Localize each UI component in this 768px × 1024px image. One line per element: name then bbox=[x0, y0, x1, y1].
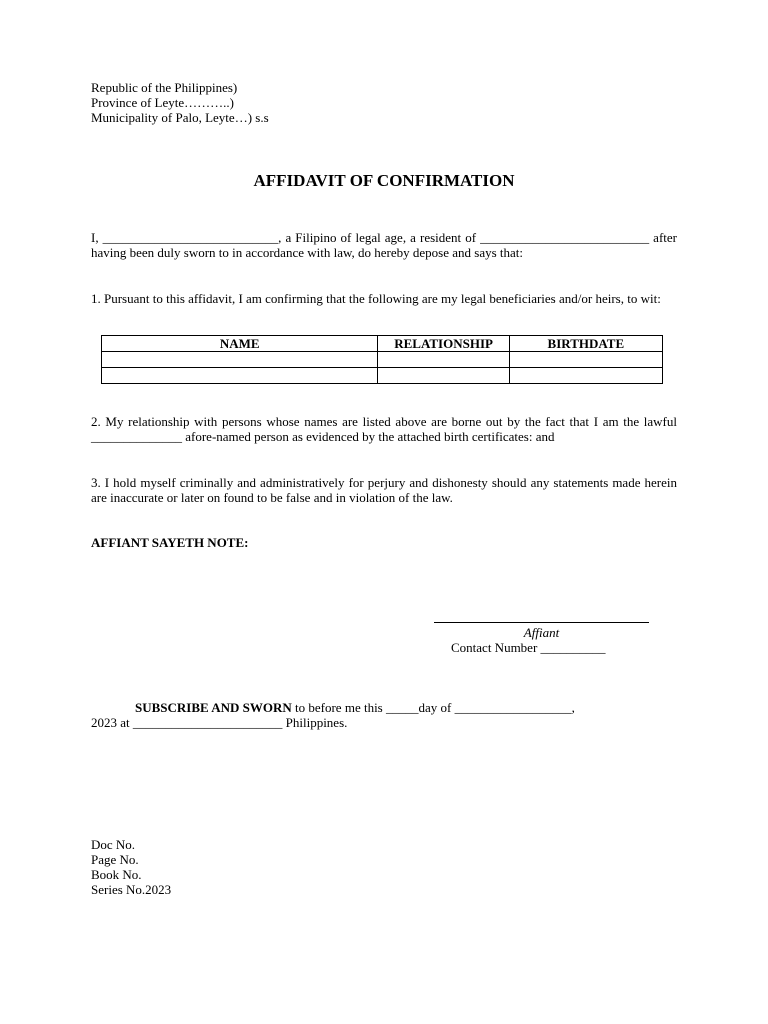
jurat-line-1 bbox=[91, 700, 681, 715]
affiant-sayeth-heading: AFFIANT SAYETH NOTE: bbox=[91, 535, 249, 550]
contact-number-line: Contact Number __________ bbox=[451, 640, 606, 655]
table-cell-birthdate[interactable] bbox=[509, 368, 662, 384]
jurat-line-2: 2023 at _______________________ Philippines. bbox=[91, 715, 348, 730]
page-number-label: Page No. bbox=[91, 852, 139, 867]
paragraph-three: 3. I hold myself criminally and administratively for perjury and dishonesty should any statements made herein are inaccurate or later on found to be false and in violation of the law. bbox=[91, 475, 677, 505]
column-header-birthdate: BIRTHDATE bbox=[509, 336, 662, 352]
table-header-row bbox=[102, 336, 663, 352]
notarial-register-block bbox=[91, 837, 171, 897]
signature-line bbox=[434, 622, 649, 623]
intro-paragraph: I, ___________________________, a Filipino of legal age, a resident of __________________________ after having been duly sworn to in accordance with law, do hereby depose and says that: bbox=[91, 230, 677, 260]
column-header-name: NAME bbox=[102, 336, 378, 352]
column-header-relationship: RELATIONSHIP bbox=[378, 336, 509, 352]
table-cell-relationship[interactable] bbox=[378, 368, 509, 384]
affiant-label: Affiant bbox=[523, 625, 560, 640]
paragraph-two: 2. My relationship with persons whose names are listed above are borne out by the fact that I am the lawful ______________ afore-named person as evidenced by the attached birth certificates: and bbox=[91, 414, 677, 444]
doc-number-label: Doc No. bbox=[91, 837, 136, 852]
table-row bbox=[102, 352, 663, 368]
venue-line-province: Province of Leyte………..) bbox=[91, 95, 234, 110]
beneficiaries-table bbox=[101, 335, 663, 384]
venue-header bbox=[91, 80, 269, 125]
jurat-bold-lead: SUBSCRIBE AND SWORN bbox=[135, 700, 292, 715]
table-row bbox=[102, 368, 663, 384]
book-number-label: Book No. bbox=[91, 867, 142, 882]
venue-line-republic: Republic of the Philippines) bbox=[91, 80, 238, 95]
series-number-label: Series No.2023 bbox=[91, 882, 172, 897]
table-cell-name[interactable] bbox=[102, 368, 378, 384]
venue-line-municipality: Municipality of Palo, Leyte…) s.s bbox=[91, 110, 269, 125]
table-cell-relationship[interactable] bbox=[378, 352, 509, 368]
table-cell-name[interactable] bbox=[102, 352, 378, 368]
jurat-paragraph bbox=[91, 700, 681, 730]
paragraph-one: 1. Pursuant to this affidavit, I am confirming that the following are my legal beneficiaries and/or heirs, to wit: bbox=[91, 291, 661, 306]
document-title: AFFIDAVIT OF CONFIRMATION bbox=[253, 171, 515, 190]
table-cell-birthdate[interactable] bbox=[509, 352, 662, 368]
jurat-line-1-text: to before me this _____day of __________________, bbox=[291, 700, 575, 715]
